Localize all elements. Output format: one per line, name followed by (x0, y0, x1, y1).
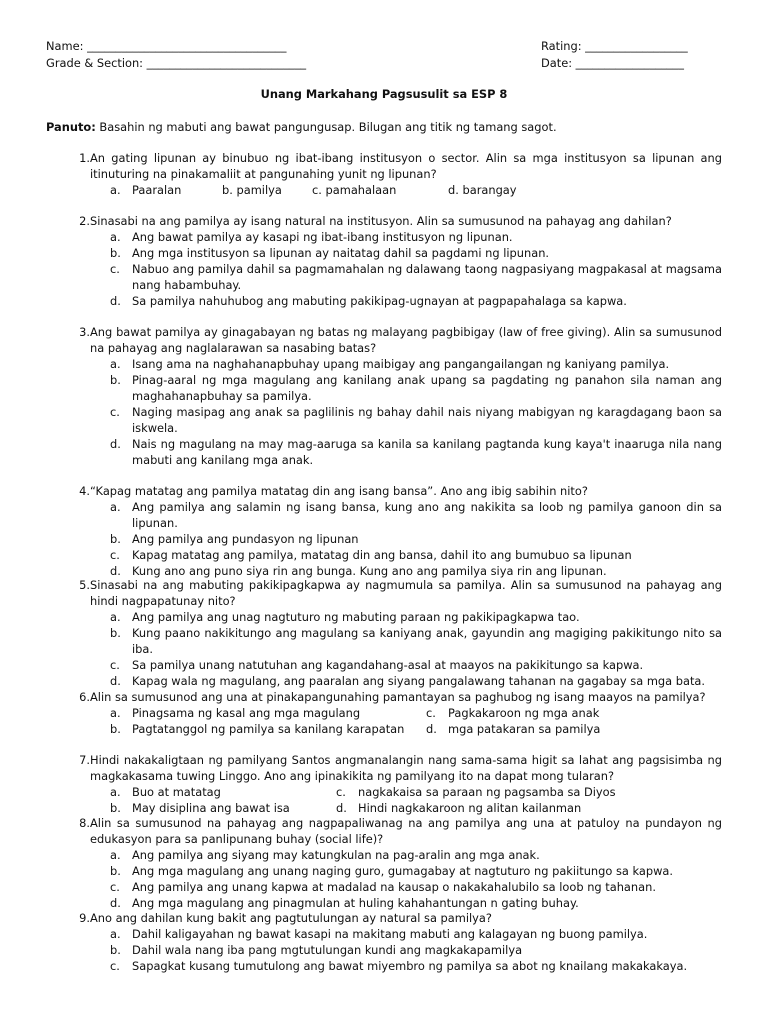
option-c[interactable]: c. Kapag matatag ang pamilya, matatag din ang bansa, dahil ito ang bumubuo sa lipunan (110, 548, 632, 562)
exam-title: Unang Markahang Pagsusulit sa ESP 8 (260, 87, 508, 101)
question-number: 4. (79, 484, 90, 498)
option-d[interactable]: d. barangay (448, 183, 517, 197)
option-c[interactable]: c. pamahalaan (312, 183, 397, 197)
question-number: 5. (79, 578, 90, 592)
question-6 (46, 689, 722, 737)
question-text: Sinasabi na ang mabuting pakikipagkapwa ay nagmumula sa pamilya. Alin sa sumusunod na pahayag ang hindi nagpapatunay nito? (90, 578, 722, 608)
option-a[interactable]: a. Buo at matatag (110, 785, 221, 799)
question-5 (46, 577, 722, 689)
question-number: 9. (79, 911, 90, 925)
option-a[interactable]: a. Ang pamilya ang unag nagtuturo ng mabuting paraan ng pakikipagkapwa tao. (110, 610, 580, 624)
question-text: Alin sa sumusunod na pahayag ang nagpapaliwanag na ang pamilya ang una at patuloy na pundayon ng edukasyon para sa panlipunang buhay (social life)? (90, 816, 722, 846)
option-c[interactable]: c. Nabuo ang pamilya dahil sa pagmamahalan ng dalawang taong nagpasiyang magpakasal at magsama nang habambuhay. (110, 262, 722, 292)
option-d[interactable]: d. Nais ng magulang na may mag-aaruga sa kanila sa kanilang pagtanda kung kaya't inaaruga nila nang mabuti ang kanilang mga anak. (110, 437, 722, 467)
question-8 (46, 815, 722, 911)
question-number: 1. (79, 151, 90, 165)
instruction-label: Panuto: (46, 120, 96, 134)
instruction-text: Basahin ng mabuti ang bawat pangungusap. Bilugan ang titik ng tamang sagot. (95, 120, 557, 134)
option-d[interactable]: d. Ang mga magulang ang pinagmulan at huling kahahantungan n gating buhay. (110, 896, 579, 910)
option-c[interactable]: c. Naging masipag ang anak sa paglilinis ng bahay dahil nais niyang mabigyan ng karagdagang baon sa iskwela. (110, 405, 722, 435)
question-text: Ang bawat pamilya ay ginagabayan ng batas ng malayang pagbibigay (law of free giving). Alin sa sumusunod na pahayag ang naglalarawan sa nasabing batas? (90, 325, 722, 355)
option-b[interactable]: b. Kung paano nakikitungo ang magulang sa kaniyang anak, gayundin ang magiging pakikitungo nito sa iba. (110, 626, 722, 656)
question-number: 2. (79, 214, 90, 228)
name-field: Name: ___________________________________ (46, 39, 287, 53)
question-9 (46, 910, 722, 974)
option-a[interactable]: a. Pinagsama ng kasal ang mga magulang (110, 706, 361, 720)
question-4 (46, 483, 722, 579)
option-c[interactable]: c. Sa pamilya unang natutuhan ang kagandahang-asal at maayos na pakikitungo sa kapwa. (110, 658, 644, 672)
question-text: Sinasabi na ang pamilya ay isang natural na institusyon. Alin sa sumusunod na pahayag ang dahilan? (90, 214, 672, 228)
option-b[interactable]: b. May disiplina ang bawat isa (110, 801, 290, 815)
option-a[interactable]: a. Paaralan (110, 183, 182, 197)
option-a[interactable]: a. Isang ama na naghahanapbuhay upang maibigay ang pangangailangan ng kaniyang pamilya. (110, 357, 670, 371)
question-number: 8. (79, 816, 90, 830)
question-3 (46, 324, 722, 468)
option-b[interactable]: b. Pinag-aaral ng mga magulang ang kanilang anak upang sa pagdating ng panahon sila naman ang maghahanapbuhay sa pamilya. (110, 373, 722, 403)
option-a[interactable]: a. Ang pamilya ang siyang may katungkulan na pag-aralin ang mga anak. (110, 848, 540, 862)
option-a[interactable]: a. Dahil kaligayahan ng bawat kasapi na makitang mabuti ang kalagayan ng buong pamilya. (110, 927, 648, 941)
option-d[interactable]: d. Hindi nagkakaroon ng alitan kailanman (336, 801, 582, 815)
question-7 (46, 752, 722, 816)
question-text: An gating lipunan ay binubuo ng ibat-ibang institusyon o sector. Alin sa mga institusyon sa lipunan ang itinuturing na pinakamaliit at pangunahing yunit ng lipunan? (90, 151, 722, 181)
option-b[interactable]: b. pamilya (222, 183, 282, 197)
option-a[interactable]: a. Ang bawat pamilya ay kasapi ng ibat-ibang institusyon ng lipunan. (110, 230, 513, 244)
question-text: Alin sa sumusunod ang una at pinakapangunahing pamantayan sa paghubog ng isang maayos na pamilya? (90, 690, 706, 704)
question-number: 6. (79, 690, 90, 704)
option-b[interactable]: b. Ang mga magulang ang unang naging guro, gumagabay at nagtuturo ng pakiitungo sa kapwa. (110, 864, 674, 878)
option-c[interactable]: c. Sapagkat kusang tumutulong ang bawat miyembro ng pamilya sa abot ng knailang makakakaya. (110, 959, 688, 973)
option-c[interactable]: c. Ang pamilya ang unang kapwa at madalad na kausap o nakakahalubilo sa loob ng tahanan. (110, 880, 656, 894)
grade-section-field: Grade & Section: ____________________________ (46, 56, 307, 70)
question-text: “Kapag matatag ang pamilya matatag din ang isang bansa”. Ano ang ibig sabihin nito? (90, 484, 588, 498)
option-b[interactable]: b. Pagtatanggol ng pamilya sa kanilang karapatan (110, 722, 405, 736)
option-b[interactable]: b. Ang pamilya ang pundasyon ng lipunan (110, 532, 359, 546)
option-c[interactable]: c. Pagkakaroon ng mga anak (426, 706, 600, 720)
question-number: 3. (79, 325, 90, 339)
instruction (46, 119, 557, 135)
option-d[interactable]: d. Kapag wala ng magulang, ang paaralan ang siyang pangalawang tahanan na gagabay sa mga bata. (110, 674, 706, 688)
question-text: Ano ang dahilan kung bakit ang pagtutulungan ay natural sa pamilya? (90, 911, 492, 925)
option-b[interactable]: b. Dahil wala nang iba pang mgtutulungan kundi ang magkakapamilya (110, 943, 523, 957)
option-c[interactable]: c. nagkakaisa sa paraan ng pagsamba sa Diyos (336, 785, 616, 799)
option-d[interactable]: d. Sa pamilya nahuhubog ang mabuting pakikipag-ugnayan at pagpapahalaga sa kapwa. (110, 294, 627, 308)
question-1 (46, 150, 722, 198)
option-d[interactable]: d. Kung ano ang puno siya rin ang bunga. Kung ano ang pamilya siya rin ang lipunan. (110, 564, 607, 578)
date-field: Date: ___________________ (541, 56, 684, 70)
question-2 (46, 213, 722, 309)
question-number: 7. (79, 753, 90, 767)
option-a[interactable]: a. Ang pamilya ang salamin ng isang bansa, kung ano ang nakikita sa loob ng pamilya ganoon din sa lipunan. (110, 500, 722, 530)
option-b[interactable]: b. Ang mga institusyon sa lipunan ay naitatag dahil sa pagdami ng lipunan. (110, 246, 550, 260)
option-d[interactable]: d. mga patakaran sa pamilya (426, 722, 601, 736)
rating-field: Rating: __________________ (541, 39, 688, 53)
question-text: Hindi nakakaligtaan ng pamilyang Santos angmanalangin nang sama-sama higit sa lahat ang pagsisimba ng magkakasama tuwing Linggo. Ano ang ipinakikita ng pamilyang ito na dapat mong tularan? (90, 753, 722, 783)
